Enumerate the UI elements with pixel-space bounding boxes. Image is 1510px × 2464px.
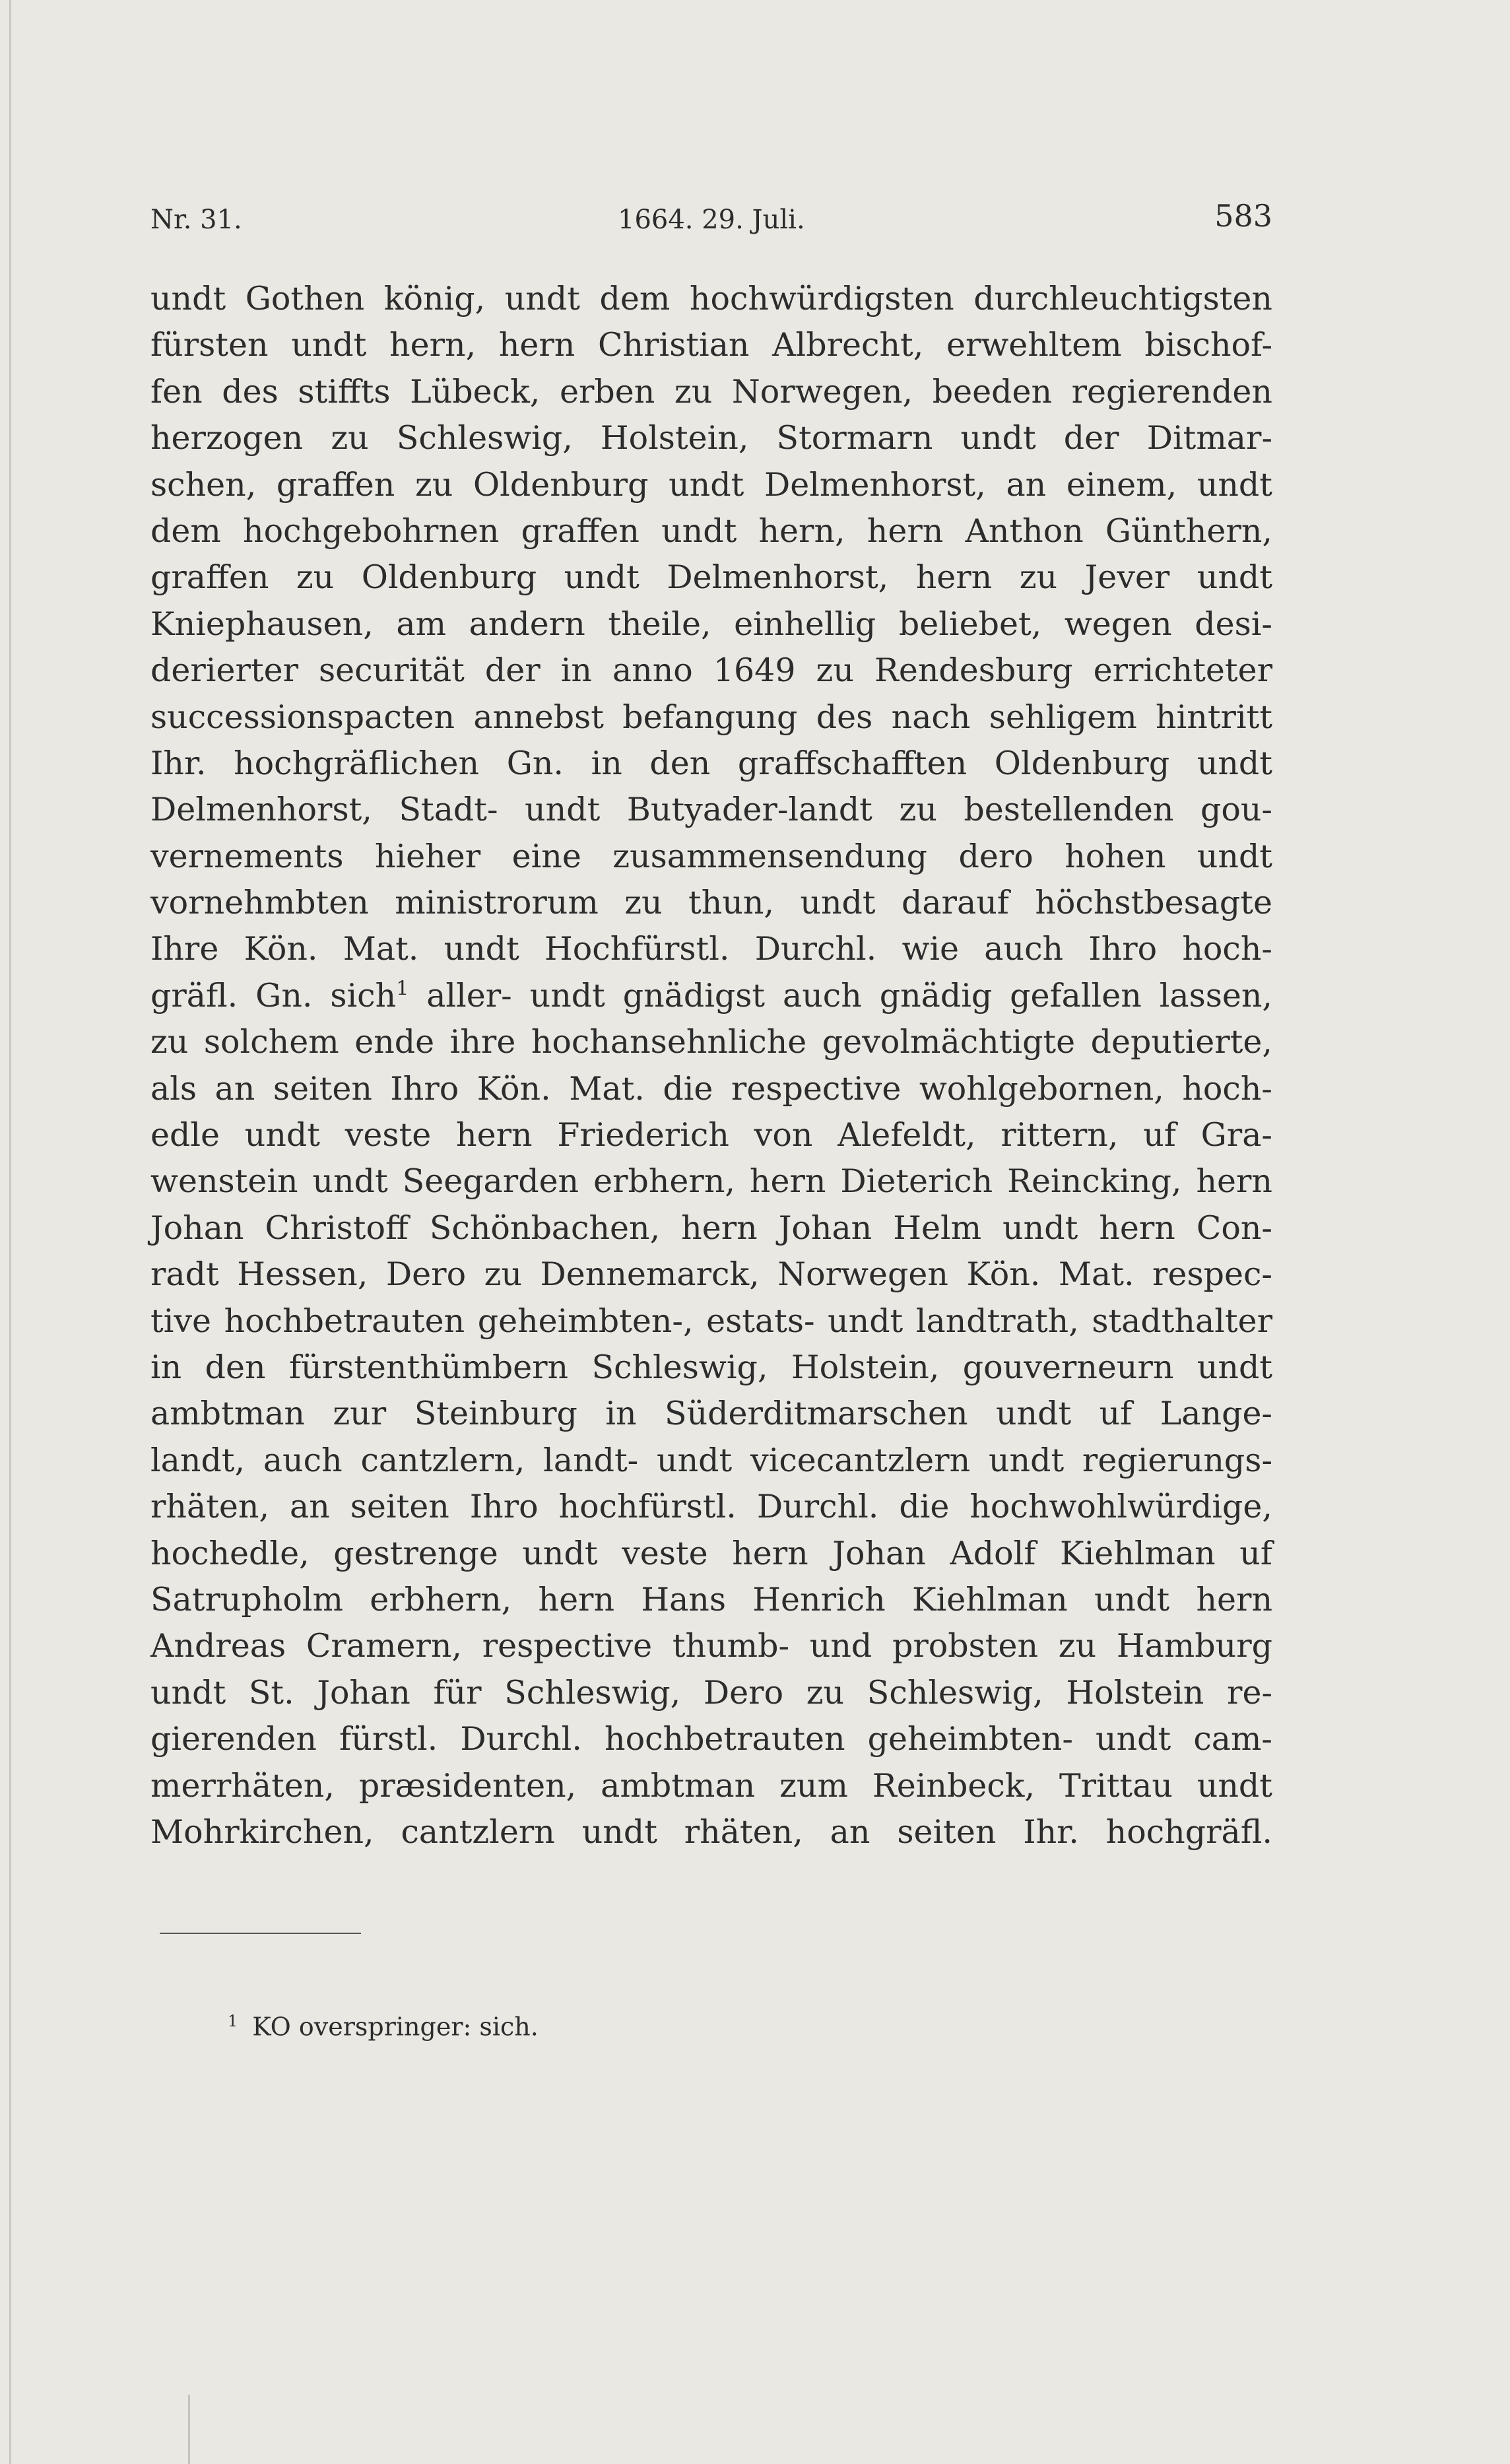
page-mark	[188, 2395, 190, 2464]
text-line: Delmenhorst, Stadt- undt Butyader-landt zu bestellenden gou-	[150, 791, 1272, 829]
line-rest: aller- undt gnädigst auch gnädig gefallen lassen,	[426, 976, 1273, 1015]
text-line: merrhäten, præsidenten, ambtman zum Reinbeck, Trittau undt	[150, 1766, 1272, 1805]
text-line: Mohrkirchen, cantzlern undt rhäten, an seiten Ihr. hochgräfl.	[150, 1813, 1272, 1851]
text-line: radt Hessen, Dero zu Dennemarck, Norwegen Kön. Mat. respec-	[150, 1255, 1272, 1294]
page-edge	[9, 0, 11, 2464]
footnote-number: 1	[228, 2012, 238, 2030]
text-line: tive hochbetrauten geheimbten-, estats- undt landtrath, stadthalter	[150, 1302, 1272, 1340]
text-line: zu solchem ende ihre hochansehnliche gevolmächtigte deputierte,	[150, 1023, 1272, 1061]
footnote	[228, 2012, 539, 2042]
text-line: vornehmbten ministrorum zu thun, undt darauf höchstbesagte	[150, 884, 1272, 922]
page-number: 583	[1214, 198, 1272, 234]
text-line: Andreas Cramern, respective thumb- und probsten zu Hamburg	[150, 1627, 1272, 1665]
text-line: graffen zu Oldenburg undt Delmenhorst, hern zu Jever undt	[150, 558, 1272, 597]
text-line: herzogen zu Schleswig, Holstein, Stormarn undt der Ditmar-	[150, 419, 1272, 457]
text-line: als an seiten Ihro Kön. Mat. die respective wohlgebornen, hoch-	[150, 1069, 1272, 1108]
text-line: schen, graffen zu Oldenburg undt Delmenhorst, an einem, undt	[150, 465, 1272, 504]
text-line: landt, auch cantzlern, landt- undt vicecantzlern undt regierungs-	[150, 1441, 1272, 1479]
text-line: ambtman zur Steinburg in Süderditmarschen undt uf Lange-	[150, 1395, 1272, 1433]
text-line: Ihr. hochgräflichen Gn. in den graffschafften Oldenburg undt	[150, 744, 1272, 782]
text-line: Ihre Kön. Mat. undt Hochfürstl. Durchl. wie auch Ihro hoch-	[150, 930, 1272, 968]
text-line: undt St. Johan für Schleswig, Dero zu Schleswig, Holstein re-	[150, 1673, 1272, 1712]
text-line: Satrupholm erbhern, hern Hans Henrich Kiehlman undt hern	[150, 1580, 1272, 1618]
footnote-divider	[160, 1933, 361, 1934]
footnote-marker: 1	[396, 977, 409, 1001]
running-head	[150, 198, 1272, 238]
document-date: 1664. 29. Juli.	[618, 205, 805, 235]
text-line: gierenden fürstl. Durchl. hochbetrauten geheimbten- undt cam-	[150, 1720, 1272, 1758]
text-line-with-footnote	[150, 973, 1272, 1019]
text-line: Johan Christoff Schönbachen, hern Johan Helm undt hern Con-	[150, 1209, 1272, 1247]
text-line: rhäten, an seiten Ihro hochfürstl. Durchl. die hochwohlwürdige,	[150, 1488, 1272, 1526]
text-line: fen des stiffts Lübeck, erben zu Norwegen, beeden regierenden	[150, 372, 1272, 411]
text-line: wenstein undt Seegarden erbhern, hern Dieterich Reincking, hern	[150, 1162, 1272, 1201]
body-text	[150, 276, 1272, 1855]
line-prefix: gräfl. Gn. sich	[150, 976, 397, 1015]
text-line: derierter securität der in anno 1649 zu Rendesburg errichteter	[150, 651, 1272, 690]
footnote-text: KO overspringer: sich.	[252, 2012, 539, 2042]
document-number: Nr. 31.	[150, 205, 242, 235]
text-line: edle undt veste hern Friederich von Alefeldt, rittern, uf Gra-	[150, 1116, 1272, 1154]
text-line: fürsten undt hern, hern Christian Albrecht, erwehltem bischof-	[150, 326, 1272, 364]
text-line: dem hochgebohrnen graffen undt hern, hern Anthon Günthern,	[150, 512, 1272, 550]
text-line: undt Gothen könig, undt dem hochwürdigsten durchleuchtigsten	[150, 280, 1272, 317]
text-line: Kniephausen, am andern theile, einhellig beliebet, wegen desi-	[150, 605, 1272, 643]
text-line: in den fürstenthümbern Schleswig, Holstein, gouverneurn undt	[150, 1348, 1272, 1386]
text-line: vernements hieher eine zusammensendung dero hohen undt	[150, 837, 1272, 875]
text-line: successionspacten annebst befangung des nach sehligem hintritt	[150, 698, 1272, 736]
text-line: hochedle, gestrenge undt veste hern Johan Adolf Kiehlman uf	[150, 1534, 1272, 1572]
